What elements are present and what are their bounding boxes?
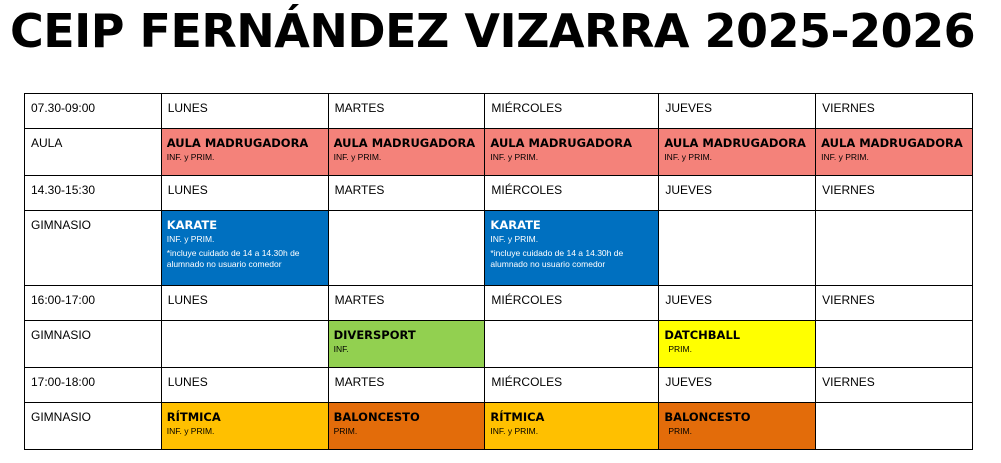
time-header-row — [25, 176, 973, 211]
day-header-cell: LUNES — [161, 94, 328, 129]
activity-cell — [328, 403, 485, 450]
day-header-cell: JUEVES — [659, 286, 816, 321]
activity-level: PRIM. — [333, 426, 358, 436]
activity-row — [25, 211, 973, 286]
day-header-cell: LUNES — [161, 176, 328, 211]
activity-level: INF. y PRIM. — [664, 152, 713, 162]
activity-level: INF. y PRIM. — [490, 234, 539, 244]
empty-cell — [816, 403, 973, 450]
activity-cell — [659, 403, 816, 450]
activity-name: AULA MADRUGADORA — [166, 136, 309, 150]
activity-cell — [659, 321, 816, 368]
activity-name: AULA MADRUGADORA — [821, 136, 963, 150]
activity-cell — [161, 211, 328, 286]
activity-row — [25, 321, 973, 368]
day-header-cell: MARTES — [328, 176, 485, 211]
time-slot-cell: 17:00-18:00 — [25, 368, 162, 403]
activity-name: DIVERSPORT — [333, 328, 416, 342]
activity-name: BALONCESTO — [333, 410, 420, 424]
activity-note: *incluye cuidado de 14 a 14.30h de alumnado no usuario comedor — [166, 248, 300, 269]
day-header-cell: VIERNES — [816, 368, 973, 403]
time-slot-cell: 16:00-17:00 — [25, 286, 162, 321]
activity-name: RÍTMICA — [490, 410, 545, 424]
empty-cell — [161, 321, 328, 368]
activity-name: KARATE — [490, 218, 541, 232]
activity-note: *incluye cuidado de 14 a 14.30h de alumnado no usuario comedor — [490, 248, 624, 269]
location-cell: AULA — [25, 129, 162, 176]
page-title: CEIP FERNÁNDEZ VIZARRA 2025-2026 — [10, 4, 976, 58]
day-header-cell: JUEVES — [659, 368, 816, 403]
activity-cell — [485, 129, 659, 176]
activity-name: BALONCESTO — [664, 410, 751, 424]
day-header-cell: MARTES — [328, 368, 485, 403]
empty-cell — [485, 321, 659, 368]
day-header-cell: MARTES — [328, 286, 485, 321]
location-cell: GIMNASIO — [25, 321, 162, 368]
day-header-cell: JUEVES — [659, 176, 816, 211]
activity-level: INF. y PRIM. — [490, 426, 539, 436]
activity-level: INF. y PRIM. — [490, 152, 539, 162]
activity-level: INF. y PRIM. — [333, 152, 382, 162]
activity-name: AULA MADRUGADORA — [490, 136, 633, 150]
empty-cell — [328, 211, 485, 286]
empty-cell — [816, 211, 973, 286]
empty-cell — [659, 211, 816, 286]
activity-row — [25, 403, 973, 450]
activity-name: AULA MADRUGADORA — [664, 136, 806, 150]
day-header-cell: JUEVES — [659, 94, 816, 129]
activity-cell — [485, 403, 659, 450]
day-header-cell: VIERNES — [816, 94, 973, 129]
time-header-row — [25, 368, 973, 403]
location-cell: GIMNASIO — [25, 211, 162, 286]
time-header-row — [25, 286, 973, 321]
activity-cell — [328, 129, 485, 176]
day-header-cell: MIÉRCOLES — [485, 368, 659, 403]
activity-cell — [328, 321, 485, 368]
day-header-cell: MIÉRCOLES — [485, 94, 659, 129]
activity-name: KARATE — [166, 218, 218, 232]
activity-cell — [659, 129, 816, 176]
activity-level: PRIM. — [668, 344, 692, 354]
day-header-cell: VIERNES — [816, 286, 973, 321]
empty-cell — [816, 321, 973, 368]
activity-level: INF. y PRIM. — [166, 234, 215, 244]
time-slot-cell: 07.30-09:00 — [25, 94, 162, 129]
day-header-cell: MARTES — [328, 94, 485, 129]
activity-level: INF. y PRIM. — [166, 426, 215, 436]
activity-cell — [816, 129, 973, 176]
activity-level: INF. y PRIM. — [166, 152, 215, 162]
activity-row — [25, 129, 973, 176]
day-header-cell: VIERNES — [816, 176, 973, 211]
day-header-cell: MIÉRCOLES — [485, 176, 659, 211]
time-slot-cell: 14.30-15:30 — [25, 176, 162, 211]
activity-name: AULA MADRUGADORA — [333, 136, 476, 150]
activity-cell — [161, 403, 328, 450]
activity-level: PRIM. — [668, 426, 692, 436]
schedule-table — [24, 93, 973, 450]
day-header-cell: LUNES — [161, 286, 328, 321]
activity-cell — [485, 211, 659, 286]
activity-level: INF. y PRIM. — [821, 152, 869, 162]
activity-name: RÍTMICA — [166, 410, 221, 424]
time-header-row — [25, 94, 973, 129]
activity-name: DATCHBALL — [664, 328, 741, 342]
activity-level: INF. — [333, 344, 349, 354]
activity-cell — [161, 129, 328, 176]
day-header-cell: MIÉRCOLES — [485, 286, 659, 321]
location-cell: GIMNASIO — [25, 403, 162, 450]
day-header-cell: LUNES — [161, 368, 328, 403]
